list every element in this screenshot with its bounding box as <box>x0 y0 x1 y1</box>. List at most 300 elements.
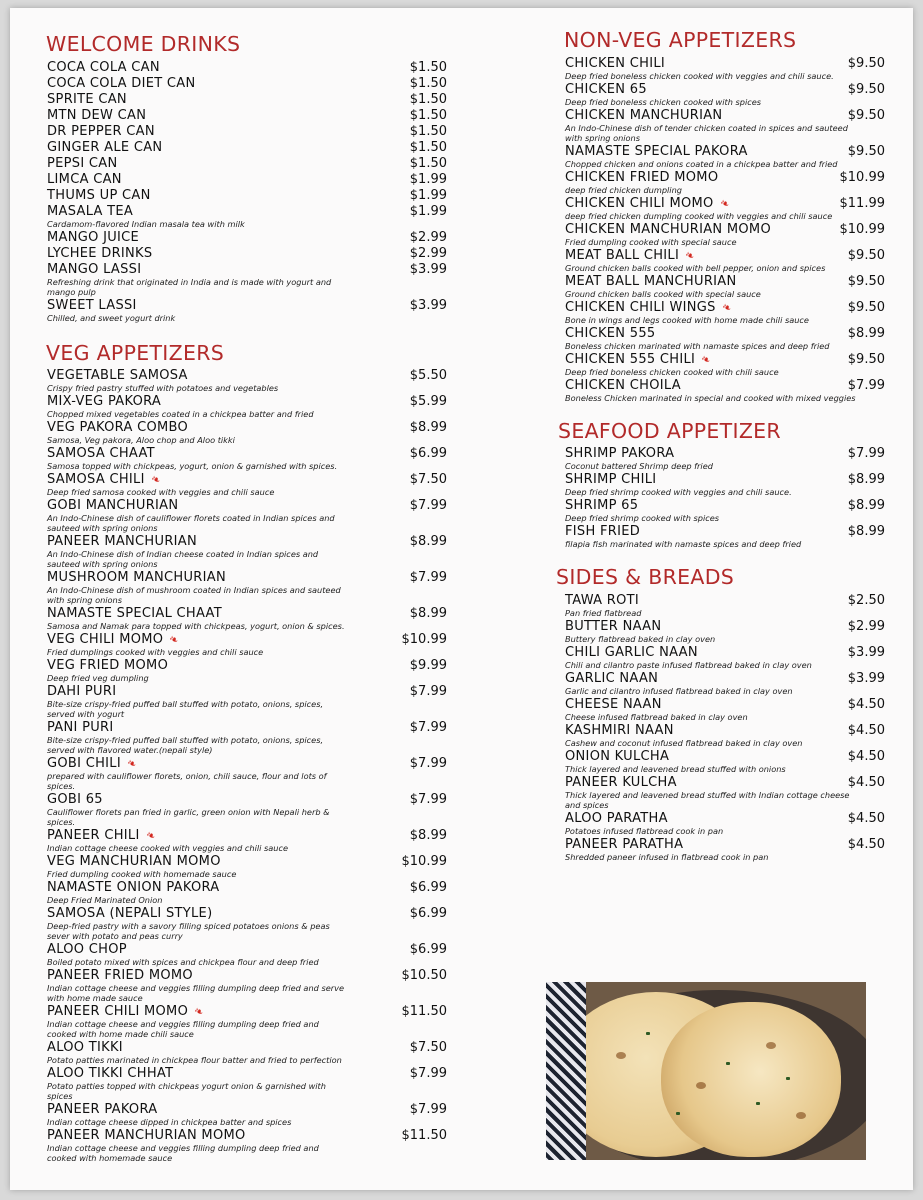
menu-item-row <box>565 698 885 712</box>
chili-pepper-icon: ❧ <box>143 827 158 844</box>
menu-item-name-wrap <box>565 594 639 608</box>
menu-item <box>565 672 885 696</box>
menu-item-price: $7.99 <box>409 498 447 513</box>
menu-item-name-wrap <box>565 327 655 341</box>
menu-item-row <box>47 421 447 435</box>
menu-item <box>565 646 885 670</box>
menu-item-row <box>47 205 447 219</box>
menu-item-name-wrap <box>47 685 116 699</box>
menu-item <box>47 721 447 755</box>
menu-item <box>47 607 447 631</box>
menu-item-name: CHICKEN FRIED MOMO <box>565 169 719 185</box>
menu-item-price: $10.99 <box>401 632 447 647</box>
menu-item <box>47 793 447 827</box>
menu-item-name: GARLIC NAAN <box>565 670 659 686</box>
menu-item-name-wrap <box>565 145 748 159</box>
menu-item <box>47 969 447 1003</box>
menu-item-row <box>47 247 447 261</box>
menu-item-name: CHICKEN 65 <box>565 81 647 97</box>
menu-item-description: Fried dumpling cooked with special sauce <box>565 236 737 247</box>
menu-item <box>565 776 885 810</box>
naan-bread-shape <box>661 1002 841 1157</box>
menu-item-row <box>47 1067 447 1081</box>
menu-item-description: Boneless chicken marinated with namaste spices and deep fried <box>565 340 830 351</box>
menu-item-name: PANEER MANCHURIAN <box>47 534 198 549</box>
menu-item-price: $1.50 <box>409 75 447 91</box>
menu-item-name-wrap <box>47 369 188 383</box>
menu-item-description: Buttery flatbread baked in clay oven <box>565 633 716 644</box>
menu-item-description: Chilled, and sweet yogurt drink <box>47 312 176 323</box>
menu-item-name: LIMCA CAN <box>47 171 122 187</box>
menu-item-row <box>47 969 447 983</box>
menu-item-row <box>565 594 885 608</box>
menu-item-price: $2.50 <box>847 592 885 608</box>
menu-item <box>47 535 447 569</box>
char-spot <box>696 1082 706 1089</box>
menu-item-name: VEG MANCHURIAN MOMO <box>47 854 221 869</box>
menu-item-name: SHRIMP PAKORA <box>565 446 675 461</box>
menu-item <box>47 1005 447 1039</box>
menu-item-row <box>47 607 447 621</box>
menu-item-name-wrap <box>565 750 669 764</box>
menu-item-price: $9.50 <box>847 247 885 263</box>
menu-item-row <box>565 447 885 461</box>
menu-item-name: THUMS UP CAN <box>47 187 151 203</box>
menu-item-name: DR PEPPER CAN <box>47 123 155 139</box>
menu-item-row <box>565 672 885 686</box>
menu-item-description: Cauliflower florets pan fried in garlic, green onion with Nepali herb & spices. <box>47 807 330 827</box>
menu-item-price: $1.99 <box>409 171 447 187</box>
menu-item-row <box>47 93 447 107</box>
menu-item-name: MANGO LASSI <box>47 261 142 277</box>
menu-item <box>47 231 447 245</box>
menu-item <box>565 83 885 107</box>
menu-item-price: $7.99 <box>409 684 447 699</box>
menu-item <box>47 473 447 497</box>
menu-item-row <box>47 157 447 171</box>
menu-item <box>47 757 447 791</box>
menu-item-name-wrap <box>565 838 683 852</box>
menu-item-name-wrap <box>47 471 163 488</box>
menu-item <box>565 109 885 143</box>
menu-item <box>565 249 885 273</box>
menu-item-description: Pan fried flatbread <box>565 607 642 618</box>
menu-item-description: Deep-fried pastry with a savory filling spiced potatoes onions & peas sever with potato and peas curry <box>47 921 330 941</box>
menu-item-description: An Indo-Chinese dish of Indian cheese coated in Indian spices and sauteed with spring onions <box>47 549 319 569</box>
menu-item-price: $4.50 <box>847 810 885 826</box>
menu-item <box>47 93 447 107</box>
menu-item-name: PANI PURI <box>47 720 114 735</box>
menu-item-name-wrap <box>47 125 155 139</box>
chili-pepper-icon: ❧ <box>192 1003 207 1020</box>
menu-item-price: $6.99 <box>409 906 447 921</box>
menu-item-row <box>47 1041 447 1055</box>
menu-item-price: $9.50 <box>847 107 885 123</box>
menu-item-price: $8.99 <box>847 472 885 487</box>
menu-item-description: Potatoes infused flatbread cook in pan <box>565 825 724 836</box>
menu-item-price: $2.99 <box>409 229 447 245</box>
menu-item-row <box>565 750 885 764</box>
menu-item-name: SAMOSA CHAAT <box>47 446 155 461</box>
menu-item-row <box>565 57 885 71</box>
menu-item-price: $5.99 <box>409 394 447 409</box>
menu-item <box>565 327 885 351</box>
menu-item-name-wrap <box>565 620 661 634</box>
menu-item-price: $6.99 <box>409 880 447 895</box>
menu-item-name: CHICKEN 555 <box>565 325 656 341</box>
menu-item-name-wrap <box>47 943 127 957</box>
menu-item-price: $8.99 <box>409 606 447 621</box>
menu-item-name: PANEER KULCHA <box>565 774 677 790</box>
menu-item-row <box>47 571 447 585</box>
menu-item <box>565 447 885 471</box>
menu-item-row <box>565 145 885 159</box>
menu-item <box>565 812 885 836</box>
menu-item-description: Indian cottage cheese and veggies filling dumpling deep fried and cooked with home made chili sauce <box>47 1019 319 1039</box>
menu-item-name: SWEET LASSI <box>47 297 137 313</box>
menu-item-price: $3.99 <box>847 670 885 686</box>
menu-item <box>47 395 447 419</box>
menu-item-price: $9.99 <box>409 658 447 673</box>
menu-item-row <box>565 353 885 367</box>
menu-item-name-wrap <box>47 447 155 461</box>
menu-item <box>47 659 447 683</box>
menu-item-name: MTN DEW CAN <box>47 107 147 123</box>
menu-item-description: Deep fried shrimp cooked with veggies and chili sauce. <box>565 487 792 497</box>
menu-item-name: LYCHEE DRINKS <box>47 245 153 261</box>
menu-item-price: $1.50 <box>409 139 447 155</box>
menu-item-row <box>47 721 447 735</box>
menu-item-name-wrap <box>47 263 141 277</box>
menu-item <box>47 1129 447 1163</box>
menu-item-row <box>565 249 885 263</box>
menu-item-description: Fried dumpling cooked with homemade sauce <box>47 869 237 879</box>
menu-item-row <box>47 395 447 409</box>
menu-item <box>47 881 447 905</box>
menu-item-name-wrap <box>565 171 718 185</box>
menu-item <box>47 157 447 171</box>
section-sides-breads <box>557 567 885 862</box>
menu-item-description: Samosa and Namak para topped with chickpeas, yogurt, onion & spices. <box>47 621 345 631</box>
menu-item-name-wrap <box>47 205 133 219</box>
menu-item <box>565 620 885 644</box>
menu-item-description: Garlic and cilantro infused flatbread baked in clay oven <box>565 685 793 696</box>
menu-item-row <box>47 829 447 843</box>
menu-item-description: Chopped mixed vegetables coated in a chickpea batter and fried <box>47 409 314 419</box>
left-column <box>47 34 447 1181</box>
menu-item-name-wrap <box>47 721 114 735</box>
menu-item-name-wrap <box>47 395 161 409</box>
menu-item-name: PANEER FRIED MOMO <box>47 968 193 983</box>
menu-item-name: TAWA ROTI <box>565 592 640 608</box>
menu-item-price: $8.99 <box>409 534 447 549</box>
menu-item-description: Chili and cilantro paste infused flatbread baked in clay oven <box>565 659 812 670</box>
menu-item-name-wrap <box>47 499 178 513</box>
menu-item <box>565 499 885 523</box>
menu-item-price: $3.99 <box>409 297 447 313</box>
menu-item-name-wrap <box>47 109 146 123</box>
menu-item-name: CHICKEN MANCHURIAN <box>565 107 723 123</box>
menu-item-row <box>47 685 447 699</box>
menu-item-description: Refreshing drink that originated in India and is made with yogurt and mango pulp <box>47 276 332 297</box>
menu-item-price: $8.99 <box>847 325 885 341</box>
menu-item-description: Boiled potato mixed with spices and chickpea flour and deep fried <box>47 957 319 967</box>
menu-item <box>565 57 885 81</box>
menu-item-row <box>47 855 447 869</box>
menu-item-row <box>565 223 885 237</box>
menu-item-price: $2.99 <box>847 618 885 634</box>
menu-item-price: $7.99 <box>847 377 885 393</box>
menu-item-row <box>47 659 447 673</box>
menu-item-row <box>47 1129 447 1143</box>
menu-item-row <box>565 83 885 97</box>
menu-item-row <box>47 61 447 75</box>
menu-item <box>565 145 885 169</box>
menu-item <box>47 943 447 967</box>
menu-item <box>47 125 447 139</box>
menu-item-description: Chopped chicken and onions coated in a chickpea batter and fried <box>565 158 838 169</box>
menu-item-name: GOBI MANCHURIAN <box>47 498 179 513</box>
menu-item <box>565 594 885 618</box>
menu-item-name: COCA COLA CAN <box>47 59 160 75</box>
menu-item-description: Ground chicken balls cooked with special sauce <box>565 288 761 299</box>
herb-fleck <box>786 1077 790 1080</box>
menu-item-description: Ground chicken balls cooked with bell pepper, onion and spices <box>565 262 826 273</box>
naan-photo <box>546 982 866 1160</box>
menu-item <box>47 141 447 155</box>
menu-item-name: VEG CHILI MOMO <box>47 632 164 647</box>
menu-item-price: $5.50 <box>409 368 447 383</box>
menu-item-row <box>47 793 447 807</box>
menu-item <box>47 499 447 533</box>
menu-item-price: $9.50 <box>847 55 885 71</box>
menu-item <box>47 247 447 261</box>
menu-item <box>565 750 885 774</box>
menu-page <box>10 8 913 1190</box>
menu-item-description: Coconut battered Shrimp deep fried <box>565 461 713 471</box>
menu-item-name: BUTTER NAAN <box>565 618 662 634</box>
chili-pepper-icon: ❧ <box>148 471 163 488</box>
menu-item-description: Thick layered and leavened bread stuffed with onions <box>565 763 786 774</box>
menu-item <box>47 189 447 203</box>
menu-item-name: CHICKEN MANCHURIAN MOMO <box>565 221 771 237</box>
menu-item-description: An Indo-Chinese dish of cauliflower florets coated in Indian spices and sauteed with spring onions <box>47 513 335 533</box>
menu-item-name-wrap <box>47 607 222 621</box>
menu-item-row <box>47 189 447 203</box>
menu-item-price: $1.50 <box>409 123 447 139</box>
menu-item-description: Deep fried boneless chicken cooked with spices <box>565 96 762 107</box>
menu-item-row <box>565 301 885 315</box>
menu-item-name: ALOO PARATHA <box>565 810 668 826</box>
menu-item-name-wrap <box>565 379 681 393</box>
menu-item-price: $11.50 <box>401 1128 447 1143</box>
menu-item-price: $9.50 <box>847 143 885 159</box>
section-seafood-appetizer <box>558 418 885 550</box>
menu-item-name-wrap <box>47 1003 207 1020</box>
chili-pepper-icon: ❧ <box>717 195 732 211</box>
menu-item <box>47 263 447 297</box>
menu-item <box>47 173 447 187</box>
menu-item-description: Bone in wings and legs cooked with home made chili sauce <box>565 314 809 325</box>
menu-item-row <box>47 125 447 139</box>
menu-item-price: $3.99 <box>409 261 447 277</box>
menu-item-name: MEAT BALL CHILI <box>565 247 680 263</box>
menu-item-name-wrap <box>565 83 647 97</box>
menu-item-name: COCA COLA DIET CAN <box>47 75 196 91</box>
menu-item-name: CHILI GARLIC NAAN <box>565 644 698 660</box>
menu-item <box>565 525 885 549</box>
menu-item-name: FISH FRIED <box>565 524 641 539</box>
menu-item-price: $4.50 <box>847 836 885 852</box>
menu-item-description: Potato patties marinated in chickpea flour batter and fried to perfection <box>47 1055 342 1065</box>
menu-item-row <box>565 838 885 852</box>
menu-item-row <box>565 327 885 341</box>
menu-item-name-wrap <box>47 827 158 844</box>
menu-item-price: $1.50 <box>409 107 447 123</box>
menu-item-name-wrap <box>565 698 662 712</box>
menu-item-name-wrap <box>565 525 640 539</box>
menu-item <box>47 77 447 91</box>
section-nonveg-appetizers <box>565 30 885 403</box>
menu-item-name: NAMASTE ONION PAKORA <box>47 880 220 895</box>
menu-item <box>565 171 885 195</box>
menu-item-description: Indian cottage cheese and veggies filling dumpling deep fried and cooked with homemade sauce <box>47 1143 319 1163</box>
menu-item-name: ALOO TIKKI CHHAT <box>47 1066 174 1081</box>
menu-item-description: deep fried chicken dumpling cooked with veggies and chili sauce <box>565 210 833 221</box>
menu-item-description: Indian cottage cheese cooked with veggies and chili sauce <box>47 843 289 853</box>
menu-item-name: NAMASTE SPECIAL PAKORA <box>565 143 748 159</box>
menu-item-name: GOBI 65 <box>47 792 103 807</box>
menu-item-price: $1.50 <box>409 91 447 107</box>
chili-pepper-icon: ❧ <box>719 299 734 315</box>
menu-item-row <box>47 299 447 313</box>
menu-item-row <box>565 109 885 123</box>
menu-item-name: PANEER PARATHA <box>565 836 684 852</box>
menu-item-price: $4.50 <box>847 696 885 712</box>
menu-item-price: $7.50 <box>409 1040 447 1055</box>
menu-item-description: Deep fried boneless chicken cooked with chili sauce <box>565 366 779 377</box>
menu-item-name-wrap <box>565 57 665 71</box>
menu-item-price: $10.99 <box>839 169 885 185</box>
menu-item-name-wrap <box>565 672 658 686</box>
menu-item-description: Bite-size crispy-fried puffed ball stuffed with potato, onions, spices, served with flavored water.(nepali style) <box>47 735 324 755</box>
menu-item-description: An Indo-Chinese dish of tender chicken coated in spices and sauteed with spring onions <box>565 122 848 143</box>
menu-item-name: KASHMIRI NAAN <box>565 722 674 738</box>
menu-item-description: Deep fried samosa cooked with veggies and chili sauce <box>47 487 275 497</box>
menu-item <box>565 197 885 221</box>
menu-item-name: GINGER ALE CAN <box>47 139 163 155</box>
menu-item <box>47 855 447 879</box>
menu-item-name: CHICKEN 555 CHILI <box>565 351 696 367</box>
menu-item-price: $8.99 <box>409 828 447 843</box>
menu-item-price: $7.99 <box>409 756 447 771</box>
section-title: SIDES & BREADS <box>556 565 735 589</box>
menu-item <box>47 571 447 605</box>
menu-item-name: CHICKEN CHILI MOMO <box>565 195 714 211</box>
menu-item-price: $2.99 <box>409 245 447 261</box>
item-list <box>47 61 447 323</box>
menu-item-name: SPRITE CAN <box>47 91 127 107</box>
section-welcome-drinks <box>47 34 447 323</box>
menu-item-name-wrap <box>47 1129 246 1143</box>
menu-item-row <box>565 620 885 634</box>
menu-item-row <box>565 379 885 393</box>
menu-item-name-wrap <box>47 1103 157 1117</box>
char-spot <box>796 1112 806 1119</box>
menu-item-name: PANEER CHILI <box>47 828 140 843</box>
menu-item-name-wrap <box>47 1041 123 1055</box>
menu-item-name: MANGO JUICE <box>47 229 140 245</box>
menu-item-name: ALOO TIKKI <box>47 1040 123 1055</box>
menu-item-name-wrap <box>565 812 668 826</box>
menu-item-name: VEG PAKORA COMBO <box>47 420 189 435</box>
menu-item-price: $6.99 <box>409 446 447 461</box>
menu-item <box>47 369 447 393</box>
menu-item-description: Deep Fried Marinated Onion <box>47 895 163 905</box>
napkin-shape <box>546 982 586 1160</box>
menu-item-name-wrap <box>565 724 674 738</box>
menu-item-name-wrap <box>47 535 197 549</box>
menu-item-name: PEPSI CAN <box>47 155 118 171</box>
menu-item-description: Cardamom-flavored Indian masala tea with milk <box>47 218 245 229</box>
menu-item-name: MEAT BALL MANCHURIAN <box>565 273 737 289</box>
menu-item <box>47 1041 447 1065</box>
menu-item-name-wrap <box>47 157 118 171</box>
menu-item <box>565 379 885 403</box>
menu-item-name: CHICKEN CHILI WINGS <box>565 299 716 315</box>
menu-item-row <box>47 231 447 245</box>
chili-pepper-icon: ❧ <box>683 247 698 263</box>
menu-item <box>565 724 885 748</box>
menu-item-name: CHICKEN CHOILA <box>565 377 681 393</box>
menu-item-name-wrap <box>47 855 221 869</box>
menu-item-price: $10.99 <box>839 221 885 237</box>
menu-item-description: filapia fish marinated with namaste spices and deep fried <box>565 539 802 549</box>
menu-item-name-wrap <box>565 499 638 513</box>
menu-item-price: $7.99 <box>409 1066 447 1081</box>
menu-item-price: $1.50 <box>409 59 447 75</box>
menu-item <box>47 685 447 719</box>
menu-item-name-wrap <box>565 646 698 660</box>
menu-item-price: $10.50 <box>401 968 447 983</box>
menu-item-row <box>47 943 447 957</box>
menu-item <box>565 698 885 722</box>
menu-item-row <box>565 525 885 539</box>
menu-item-name-wrap <box>47 571 226 585</box>
menu-item-description: Samosa topped with chickpeas, yogurt, onion & garnished with spices. <box>47 461 338 471</box>
menu-item <box>47 447 447 471</box>
menu-item-name-wrap <box>565 195 732 211</box>
menu-item-description: Cashew and coconut infused flatbread baked in clay oven <box>565 737 803 748</box>
menu-item-price: $9.50 <box>847 273 885 289</box>
menu-item-description: Crispy fried pastry stuffed with potatoes and vegetables <box>47 383 279 393</box>
menu-item-price: $4.50 <box>847 748 885 764</box>
menu-item-name: PANEER PAKORA <box>47 1102 158 1117</box>
menu-item <box>565 223 885 247</box>
menu-item-price: $7.50 <box>409 472 447 487</box>
menu-item-price: $7.99 <box>409 570 447 585</box>
menu-item-description: deep fried chicken dumpling <box>565 184 682 195</box>
menu-item-description: Fried dumplings cooked with veggies and chili sauce <box>47 647 264 657</box>
menu-item-row <box>565 171 885 185</box>
chili-pepper-icon: ❧ <box>124 755 140 772</box>
item-list <box>565 594 885 862</box>
herb-fleck <box>756 1102 760 1105</box>
menu-item <box>47 1067 447 1101</box>
menu-item-description: prepared with cauliflower florets, onion, chili sauce, flour and lots of spices. <box>47 771 327 791</box>
menu-item-row <box>47 535 447 549</box>
menu-item-name-wrap <box>47 77 196 91</box>
